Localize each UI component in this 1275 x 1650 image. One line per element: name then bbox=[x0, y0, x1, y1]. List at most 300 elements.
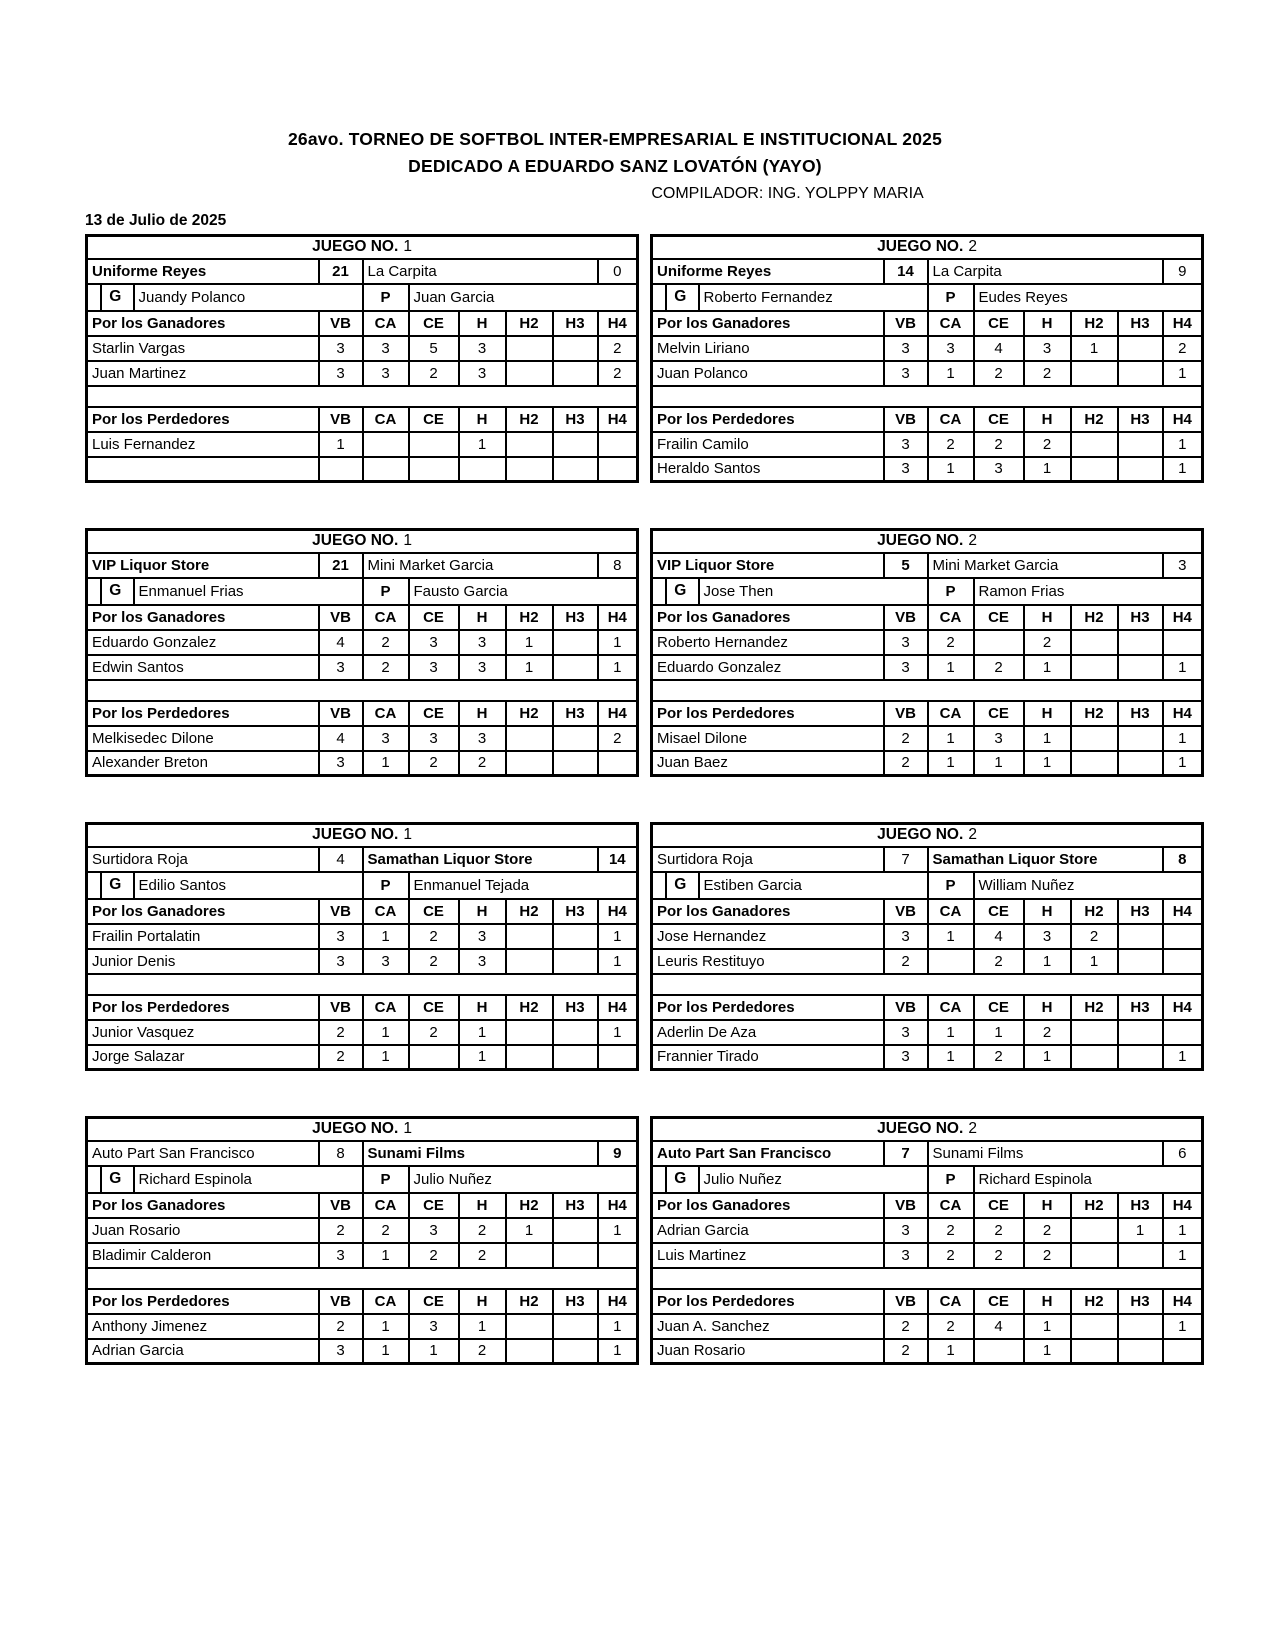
stat-value bbox=[506, 1314, 553, 1339]
game-title-row bbox=[652, 1118, 1203, 1141]
team2-score: 9 bbox=[598, 1141, 638, 1166]
losers-header-row bbox=[87, 407, 638, 432]
loser-pitcher-name: Ramon Frias bbox=[974, 578, 1203, 605]
stat-value bbox=[598, 432, 638, 457]
stat-value: 3 bbox=[884, 655, 928, 680]
team2-name: Sunami Films bbox=[928, 1141, 1163, 1166]
stat-value: 1 bbox=[506, 630, 553, 655]
separator-cell bbox=[652, 1268, 1203, 1289]
loser-pitcher-label: P bbox=[928, 1166, 974, 1193]
stat-value: 1 bbox=[1163, 432, 1203, 457]
stat-value: 2 bbox=[409, 949, 459, 974]
stat-value: 1 bbox=[598, 924, 638, 949]
stat-value bbox=[1118, 1314, 1163, 1339]
game-table bbox=[650, 1116, 1204, 1365]
compiler-credit: COMPILADOR: ING. YOLPPY MARIA bbox=[651, 185, 924, 202]
stat-col-header: H3 bbox=[553, 407, 598, 432]
team1-score: 21 bbox=[319, 553, 363, 578]
stat-value: 1 bbox=[1163, 751, 1203, 776]
section-label: Por los Ganadores bbox=[87, 1193, 319, 1218]
teams-score-row bbox=[87, 553, 638, 578]
stat-value bbox=[506, 336, 553, 361]
section-label: Por los Perdedores bbox=[652, 701, 884, 726]
winners-header-row bbox=[87, 899, 638, 924]
stat-value bbox=[1118, 751, 1163, 776]
stat-value bbox=[974, 1339, 1024, 1364]
stat-value: 1 bbox=[1024, 655, 1071, 680]
section-label: Por los Ganadores bbox=[652, 605, 884, 630]
stat-col-header: H bbox=[1024, 899, 1071, 924]
stat-value bbox=[1118, 726, 1163, 751]
stat-col-header: H3 bbox=[1118, 1289, 1163, 1314]
stat-value: 3 bbox=[409, 1218, 459, 1243]
stat-value: 3 bbox=[884, 457, 928, 482]
game-title-row bbox=[87, 530, 638, 553]
stat-value: 1 bbox=[363, 1020, 409, 1045]
stat-value: 3 bbox=[319, 924, 363, 949]
stat-value: 1 bbox=[1024, 949, 1071, 974]
stat-value bbox=[363, 432, 409, 457]
stat-value bbox=[553, 432, 598, 457]
stat-col-header: H bbox=[459, 899, 506, 924]
stat-value bbox=[1118, 1020, 1163, 1045]
stat-value: 1 bbox=[928, 1045, 974, 1070]
player-row bbox=[652, 630, 1203, 655]
game-table bbox=[85, 528, 639, 777]
stat-col-header: CA bbox=[928, 1193, 974, 1218]
winner-pitcher-name: Edilio Santos bbox=[134, 872, 363, 899]
stat-value: 1 bbox=[598, 655, 638, 680]
winner-pitcher-label-cell bbox=[87, 1166, 134, 1193]
stat-col-header: H4 bbox=[1163, 1193, 1203, 1218]
section-label: Por los Perdedores bbox=[87, 1289, 319, 1314]
separator-row bbox=[652, 974, 1203, 995]
player-row bbox=[652, 726, 1203, 751]
stat-value: 1 bbox=[459, 1045, 506, 1070]
stat-value bbox=[1071, 1045, 1118, 1070]
stat-value bbox=[506, 432, 553, 457]
stat-value: 2 bbox=[928, 1243, 974, 1268]
game-title-row bbox=[87, 1118, 638, 1141]
stat-value: 2 bbox=[884, 1314, 928, 1339]
stat-value bbox=[1071, 655, 1118, 680]
team2-name: Mini Market Garcia bbox=[363, 553, 598, 578]
team2-score: 14 bbox=[598, 847, 638, 872]
separator-cell bbox=[652, 386, 1203, 407]
game-table bbox=[650, 822, 1204, 1071]
player-row bbox=[87, 949, 638, 974]
stat-value bbox=[506, 726, 553, 751]
stat-value: 3 bbox=[884, 1045, 928, 1070]
stat-value bbox=[1163, 949, 1203, 974]
game-no-label: JUEGO NO. bbox=[877, 826, 964, 844]
team2-name: Samathan Liquor Store bbox=[363, 847, 598, 872]
stat-col-header: CA bbox=[928, 701, 974, 726]
pitchers-row bbox=[652, 578, 1203, 605]
stat-col-header: CA bbox=[363, 311, 409, 336]
game-title bbox=[87, 824, 638, 847]
game-no: 2 bbox=[968, 238, 977, 256]
teams-score-row bbox=[652, 259, 1203, 284]
winners-header-row bbox=[652, 605, 1203, 630]
stat-value bbox=[1118, 1339, 1163, 1364]
stat-col-header: CE bbox=[409, 311, 459, 336]
stat-col-header: H2 bbox=[1071, 995, 1118, 1020]
stat-value: 1 bbox=[928, 1339, 974, 1364]
stat-value bbox=[553, 1339, 598, 1364]
stat-col-header: CA bbox=[928, 605, 974, 630]
winner-pitcher-name: Julio Nuñez bbox=[699, 1166, 928, 1193]
game-body bbox=[87, 824, 638, 1070]
stat-value bbox=[1163, 1020, 1203, 1045]
stat-col-header: CA bbox=[363, 407, 409, 432]
teams-score-row bbox=[87, 1141, 638, 1166]
team1-score: 21 bbox=[319, 259, 363, 284]
stat-col-header: CA bbox=[363, 1193, 409, 1218]
winner-pitcher-name: Roberto Fernandez bbox=[699, 284, 928, 311]
stat-value: 3 bbox=[459, 949, 506, 974]
stat-value: 3 bbox=[409, 630, 459, 655]
stat-col-header: CE bbox=[974, 701, 1024, 726]
stat-col-header: CA bbox=[363, 899, 409, 924]
losers-header-row bbox=[652, 1289, 1203, 1314]
stat-value: 2 bbox=[884, 949, 928, 974]
stat-col-header: H bbox=[459, 407, 506, 432]
stat-col-header: H4 bbox=[1163, 995, 1203, 1020]
stat-value: 1 bbox=[928, 361, 974, 386]
stat-value bbox=[1071, 1339, 1118, 1364]
stat-value: 1 bbox=[928, 457, 974, 482]
stat-col-header: VB bbox=[884, 899, 928, 924]
stat-col-header: VB bbox=[884, 1289, 928, 1314]
stat-col-header: VB bbox=[884, 701, 928, 726]
player-row bbox=[652, 1045, 1203, 1070]
player-row bbox=[87, 457, 638, 482]
player-row bbox=[87, 1045, 638, 1070]
stat-col-header: H2 bbox=[506, 605, 553, 630]
loser-pitcher-label: P bbox=[363, 872, 409, 899]
stat-col-header: CE bbox=[974, 605, 1024, 630]
pitchers-row bbox=[87, 1166, 638, 1193]
stat-col-header: H3 bbox=[1118, 995, 1163, 1020]
stat-value: 1 bbox=[363, 1339, 409, 1364]
stat-col-header: H2 bbox=[506, 311, 553, 336]
stat-value bbox=[1118, 655, 1163, 680]
player-name: Eduardo Gonzalez bbox=[87, 630, 319, 655]
team1-name: VIP Liquor Store bbox=[87, 553, 319, 578]
stat-value: 3 bbox=[884, 924, 928, 949]
stat-value bbox=[1071, 751, 1118, 776]
game-title bbox=[652, 530, 1203, 553]
stat-col-header: H bbox=[459, 605, 506, 630]
game-no: 2 bbox=[968, 532, 977, 550]
stat-value: 3 bbox=[884, 432, 928, 457]
stat-value bbox=[506, 1339, 553, 1364]
separator-row bbox=[87, 386, 638, 407]
player-name: Junior Vasquez bbox=[87, 1020, 319, 1045]
game-no-label: JUEGO NO. bbox=[312, 826, 399, 844]
player-row bbox=[87, 630, 638, 655]
stat-col-header: H4 bbox=[1163, 899, 1203, 924]
pitchers-row bbox=[87, 578, 638, 605]
team1-name: Surtidora Roja bbox=[652, 847, 884, 872]
stat-col-header: H4 bbox=[598, 605, 638, 630]
stat-col-header: VB bbox=[884, 407, 928, 432]
stat-value: 2 bbox=[598, 726, 638, 751]
stat-value bbox=[553, 949, 598, 974]
stat-value: 1 bbox=[1163, 1045, 1203, 1070]
player-name: Melkisedec Dilone bbox=[87, 726, 319, 751]
stat-value: 2 bbox=[409, 1020, 459, 1045]
team2-name: La Carpita bbox=[928, 259, 1163, 284]
game-no: 2 bbox=[968, 826, 977, 844]
stat-value: 2 bbox=[319, 1045, 363, 1070]
stat-value: 2 bbox=[1024, 630, 1071, 655]
stat-value bbox=[319, 457, 363, 482]
teams-score-row bbox=[652, 1141, 1203, 1166]
stat-value: 3 bbox=[459, 655, 506, 680]
game-body bbox=[652, 824, 1203, 1070]
stat-value: 3 bbox=[319, 361, 363, 386]
stat-value bbox=[1118, 924, 1163, 949]
separator-row bbox=[87, 974, 638, 995]
stat-col-header: CA bbox=[363, 995, 409, 1020]
game-title bbox=[652, 236, 1203, 259]
player-row bbox=[87, 1339, 638, 1364]
stat-value: 1 bbox=[363, 751, 409, 776]
stat-value bbox=[553, 726, 598, 751]
stat-value: 1 bbox=[598, 630, 638, 655]
loser-pitcher-name: William Nuñez bbox=[974, 872, 1203, 899]
winner-pitcher-label: G bbox=[100, 285, 129, 310]
stat-col-header: CA bbox=[928, 1289, 974, 1314]
game-title-row bbox=[652, 236, 1203, 259]
stat-value: 3 bbox=[363, 336, 409, 361]
player-name: Misael Dilone bbox=[652, 726, 884, 751]
stat-col-header: CE bbox=[409, 899, 459, 924]
stat-value: 3 bbox=[884, 1243, 928, 1268]
separator-cell bbox=[652, 680, 1203, 701]
stat-value: 2 bbox=[928, 630, 974, 655]
stat-col-header: VB bbox=[884, 311, 928, 336]
team2-name: Samathan Liquor Store bbox=[928, 847, 1163, 872]
stat-col-header: VB bbox=[319, 407, 363, 432]
stat-col-header: H3 bbox=[1118, 701, 1163, 726]
stat-value bbox=[409, 1045, 459, 1070]
game-no: 1 bbox=[403, 1120, 412, 1138]
games-grid bbox=[85, 234, 1200, 1365]
player-row bbox=[87, 751, 638, 776]
stat-value: 1 bbox=[1163, 1243, 1203, 1268]
player-name: Juan Martinez bbox=[87, 361, 319, 386]
separator-cell bbox=[652, 974, 1203, 995]
stat-col-header: CA bbox=[363, 1289, 409, 1314]
section-label: Por los Ganadores bbox=[87, 899, 319, 924]
team2-name: La Carpita bbox=[363, 259, 598, 284]
player-name: Frannier Tirado bbox=[652, 1045, 884, 1070]
stat-value: 3 bbox=[884, 630, 928, 655]
stat-value: 2 bbox=[409, 751, 459, 776]
teams-score-row bbox=[652, 553, 1203, 578]
stat-col-header: H bbox=[1024, 605, 1071, 630]
stat-value: 3 bbox=[319, 949, 363, 974]
player-name: Juan A. Sanchez bbox=[652, 1314, 884, 1339]
stat-value: 1 bbox=[363, 924, 409, 949]
stat-col-header: H3 bbox=[553, 995, 598, 1020]
stat-col-header: H3 bbox=[1118, 1193, 1163, 1218]
winner-pitcher-name: Richard Espinola bbox=[134, 1166, 363, 1193]
player-name bbox=[87, 457, 319, 482]
player-row bbox=[87, 361, 638, 386]
winner-pitcher-name: Juandy Polanco bbox=[134, 284, 363, 311]
player-name: Frailin Camilo bbox=[652, 432, 884, 457]
team1-score: 14 bbox=[884, 259, 928, 284]
loser-pitcher-name: Richard Espinola bbox=[974, 1166, 1203, 1193]
stat-value bbox=[506, 924, 553, 949]
stat-value bbox=[1071, 1243, 1118, 1268]
separator-cell bbox=[87, 974, 638, 995]
stat-value bbox=[1163, 1339, 1203, 1364]
stat-value: 1 bbox=[974, 1020, 1024, 1045]
stat-value: 2 bbox=[459, 1243, 506, 1268]
stat-col-header: H bbox=[459, 311, 506, 336]
stat-value: 3 bbox=[319, 1243, 363, 1268]
stat-col-header: VB bbox=[319, 311, 363, 336]
game-no-label: JUEGO NO. bbox=[877, 238, 964, 256]
winner-pitcher-label: G bbox=[665, 873, 694, 898]
stat-value: 1 bbox=[1163, 457, 1203, 482]
stat-value bbox=[409, 432, 459, 457]
stat-value: 2 bbox=[974, 1243, 1024, 1268]
stat-value bbox=[1118, 336, 1163, 361]
team2-name: Sunami Films bbox=[363, 1141, 598, 1166]
winner-pitcher-label-cell bbox=[652, 578, 699, 605]
stat-col-header: H4 bbox=[598, 1193, 638, 1218]
player-row bbox=[652, 336, 1203, 361]
stat-col-header: H3 bbox=[553, 899, 598, 924]
stat-value: 2 bbox=[409, 361, 459, 386]
player-row bbox=[652, 361, 1203, 386]
stat-col-header: CE bbox=[974, 311, 1024, 336]
stat-value: 1 bbox=[459, 1020, 506, 1045]
stat-col-header: H2 bbox=[506, 407, 553, 432]
game-no: 1 bbox=[403, 238, 412, 256]
stat-col-header: H3 bbox=[553, 311, 598, 336]
stat-col-header: H4 bbox=[1163, 407, 1203, 432]
section-label: Por los Perdedores bbox=[652, 407, 884, 432]
separator-row bbox=[652, 680, 1203, 701]
stat-value bbox=[553, 924, 598, 949]
stat-col-header: CA bbox=[928, 899, 974, 924]
player-row bbox=[652, 1218, 1203, 1243]
stat-value bbox=[598, 457, 638, 482]
player-row bbox=[652, 924, 1203, 949]
stat-col-header: H bbox=[459, 1289, 506, 1314]
stat-col-header: H2 bbox=[1071, 701, 1118, 726]
game-no-label: JUEGO NO. bbox=[877, 532, 964, 550]
stat-col-header: H3 bbox=[553, 701, 598, 726]
winner-pitcher-label: G bbox=[665, 1167, 694, 1192]
losers-header-row bbox=[87, 701, 638, 726]
stat-value: 2 bbox=[928, 1314, 974, 1339]
player-row bbox=[87, 432, 638, 457]
winner-pitcher-label-cell bbox=[652, 284, 699, 311]
stat-col-header: CE bbox=[974, 1289, 1024, 1314]
stat-value: 1 bbox=[363, 1314, 409, 1339]
stat-value: 2 bbox=[928, 432, 974, 457]
section-label: Por los Ganadores bbox=[652, 311, 884, 336]
stat-value: 3 bbox=[459, 336, 506, 361]
stat-value bbox=[1118, 432, 1163, 457]
stat-value: 3 bbox=[459, 726, 506, 751]
stat-value: 2 bbox=[409, 924, 459, 949]
loser-pitcher-label: P bbox=[928, 284, 974, 311]
player-name: Junior Denis bbox=[87, 949, 319, 974]
stat-value: 2 bbox=[1024, 361, 1071, 386]
stat-value bbox=[598, 1045, 638, 1070]
stat-value: 2 bbox=[363, 630, 409, 655]
winner-pitcher-label: G bbox=[100, 1167, 129, 1192]
stat-value bbox=[1071, 361, 1118, 386]
team1-name: Surtidora Roja bbox=[87, 847, 319, 872]
separator-row bbox=[87, 1268, 638, 1289]
stat-value: 3 bbox=[459, 630, 506, 655]
stat-value bbox=[974, 630, 1024, 655]
winner-pitcher-label-cell bbox=[652, 872, 699, 899]
stat-value: 1 bbox=[506, 655, 553, 680]
stat-value bbox=[1071, 1314, 1118, 1339]
game-no: 2 bbox=[968, 1120, 977, 1138]
winner-pitcher-label-cell bbox=[652, 1166, 699, 1193]
player-row bbox=[87, 1020, 638, 1045]
stat-col-header: VB bbox=[884, 605, 928, 630]
stat-col-header: H2 bbox=[1071, 605, 1118, 630]
player-name: Adrian Garcia bbox=[87, 1339, 319, 1364]
game-title bbox=[652, 824, 1203, 847]
separator-cell bbox=[87, 1268, 638, 1289]
stat-col-header: H3 bbox=[553, 1193, 598, 1218]
stat-value bbox=[1118, 1045, 1163, 1070]
winner-pitcher-label-cell bbox=[87, 578, 134, 605]
stat-col-header: H bbox=[1024, 1193, 1071, 1218]
stat-value: 1 bbox=[928, 751, 974, 776]
stat-value: 1 bbox=[1163, 1218, 1203, 1243]
stat-col-header: H4 bbox=[598, 701, 638, 726]
stat-col-header: CE bbox=[974, 1193, 1024, 1218]
stat-value bbox=[506, 1020, 553, 1045]
stat-value bbox=[1071, 1020, 1118, 1045]
stat-value: 2 bbox=[319, 1314, 363, 1339]
stat-value: 3 bbox=[409, 655, 459, 680]
stat-value bbox=[553, 1243, 598, 1268]
stat-value: 3 bbox=[363, 949, 409, 974]
stat-value: 2 bbox=[319, 1218, 363, 1243]
stat-value: 1 bbox=[1163, 361, 1203, 386]
player-row bbox=[652, 1339, 1203, 1364]
winner-pitcher-label: G bbox=[665, 579, 694, 604]
stat-value: 2 bbox=[974, 361, 1024, 386]
stat-value: 1 bbox=[1024, 1339, 1071, 1364]
stat-value: 5 bbox=[409, 336, 459, 361]
stat-value: 3 bbox=[319, 1339, 363, 1364]
stat-col-header: H bbox=[1024, 701, 1071, 726]
stat-col-header: H3 bbox=[1118, 899, 1163, 924]
player-name: Starlin Vargas bbox=[87, 336, 319, 361]
player-row bbox=[652, 1314, 1203, 1339]
loser-pitcher-label: P bbox=[928, 578, 974, 605]
stat-col-header: H4 bbox=[1163, 311, 1203, 336]
player-name: Leuris Restituyo bbox=[652, 949, 884, 974]
